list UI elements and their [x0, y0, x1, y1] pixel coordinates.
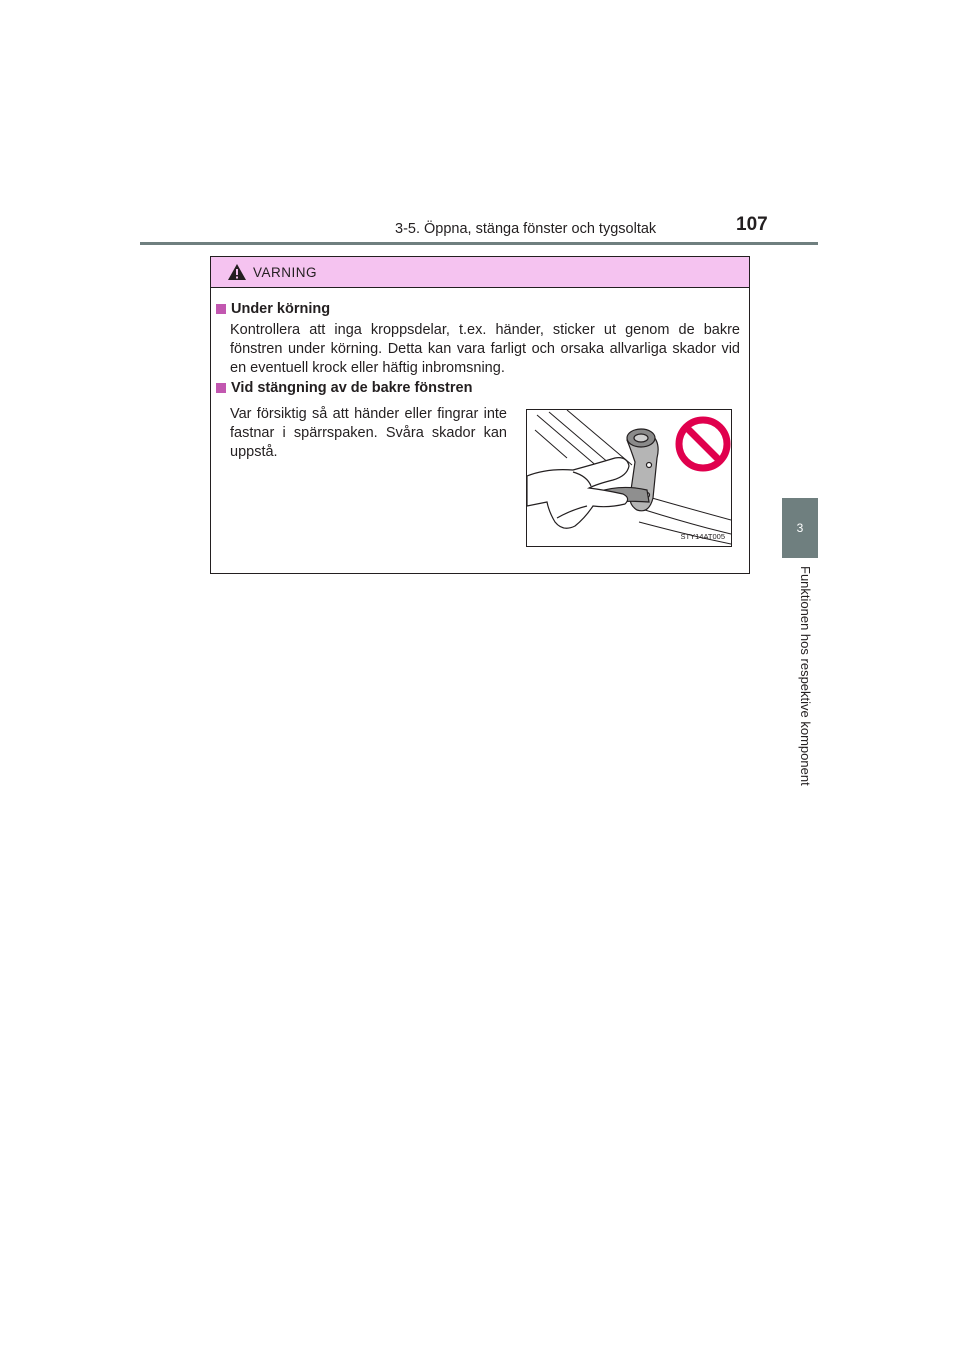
chapter-number: 3: [796, 521, 804, 535]
warning-triangle-icon: [227, 263, 247, 281]
page-number: 107: [736, 214, 768, 235]
section-heading-text: Vid stängning av de bakre fönstren: [231, 380, 473, 396]
header-divider: [140, 242, 818, 245]
warning-title: VARNING: [253, 264, 318, 280]
section-heading-rear-windows: [216, 380, 472, 396]
chapter-tab: [782, 498, 818, 558]
section-heading-text: Under körning: [231, 301, 331, 317]
bullet-square-icon: [216, 383, 226, 393]
illustration-code: STY14AT005: [680, 532, 725, 541]
section-title: 3-5. Öppna, stänga fönster och tygsoltak: [395, 221, 657, 237]
section-heading-driving: [216, 301, 330, 317]
section-text-driving: Kontrollera att inga kroppsdelar, t.ex. händer, sticker ut genom de bakre fönstren under körning. Detta kan vara farligt och orsaka allvarliga skador vid en eventuell krock eller häftig inbromsning.: [230, 322, 740, 376]
hand-lever-drawing: [527, 410, 731, 546]
bullet-square-icon: [216, 304, 226, 314]
lock-lever-illustration: [526, 409, 732, 547]
warning-header: [211, 257, 749, 288]
chapter-title: Funktionen hos respektive komponent: [798, 566, 813, 786]
section-text-rear-windows: Var försiktig så att händer eller fingrar inte fastnar i spärrspaken. Svåra skador kan uppstå.: [230, 406, 507, 460]
